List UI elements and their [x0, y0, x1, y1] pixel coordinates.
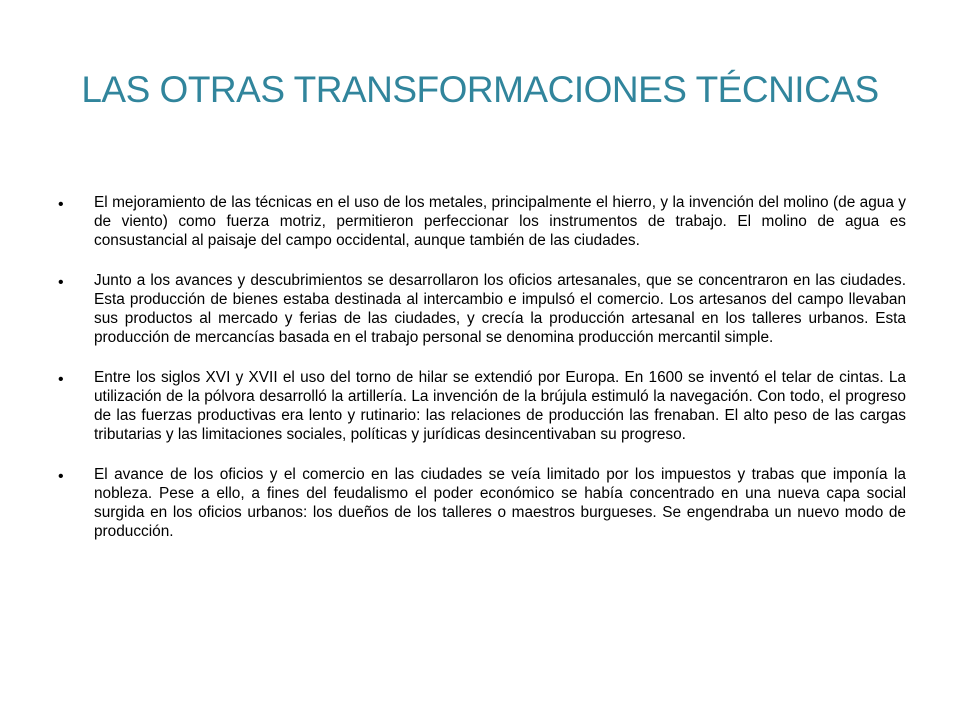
- bullet-item-2: [58, 271, 906, 347]
- bullet-text: El avance de los oficios y el comercio en las ciudades se veía limitado por los impuestos y trabas que imponía la nobleza. Pese a ello, a fines del feudalismo el poder económico se había concentrado en una nueva capa social surgida en los oficios urbanos: los dueños de los talleres o maestros burgueses. Se engendraba un nuevo modo de producción.: [94, 466, 906, 540]
- bullet-list: [58, 193, 906, 541]
- bullet-dot-icon: •: [58, 468, 64, 485]
- bullet-text: Entre los siglos XVI y XVII el uso del torno de hilar se extendió por Europa. En 1600 se inventó el telar de cintas. La utilización de la pólvora desarrolló la artillería. La invención de la brújula estimuló la navegación. Con todo, el progreso de las fuerzas productivas era lento y rutinario: las relaciones de producción las frenaban. El alto peso de las cargas tributarias y las limitaciones sociales, políticas y jurídicas desincentivaban su progreso.: [94, 369, 906, 443]
- bullet-text: El mejoramiento de las técnicas en el uso de los metales, principalmente el hierro, y la invención del molino (de agua y de viento) como fuerza motriz, permitieron perfeccionar los instrumentos de trabajo. El molino de agua es consustancial al paisaje del campo occidental, aunque también de las ciudades.: [94, 194, 906, 249]
- bullet-dot-icon: •: [58, 274, 64, 291]
- bullet-item-4: [58, 465, 906, 541]
- bullet-item-3: [58, 368, 906, 444]
- slide-title: LAS OTRAS TRANSFORMACIONES TÉCNICAS: [81, 69, 879, 110]
- bullet-dot-icon: •: [58, 196, 64, 213]
- bullet-item-1: [58, 193, 906, 250]
- bullet-text: Junto a los avances y descubrimientos se desarrollaron los oficios artesanales, que se concentraron en las ciudades. Esta producción de bienes estaba destinada al intercambio e impulsó el comercio. Los artesanos del campo llevaban sus productos al mercado y ferias de las ciudades, y crecía la producción artesanal en los talleres urbanos. Esta producción de mercancías basada en el trabajo personal se denomina producción mercantil simple.: [94, 272, 906, 346]
- bullet-dot-icon: •: [58, 371, 64, 388]
- slide-content: [58, 193, 906, 562]
